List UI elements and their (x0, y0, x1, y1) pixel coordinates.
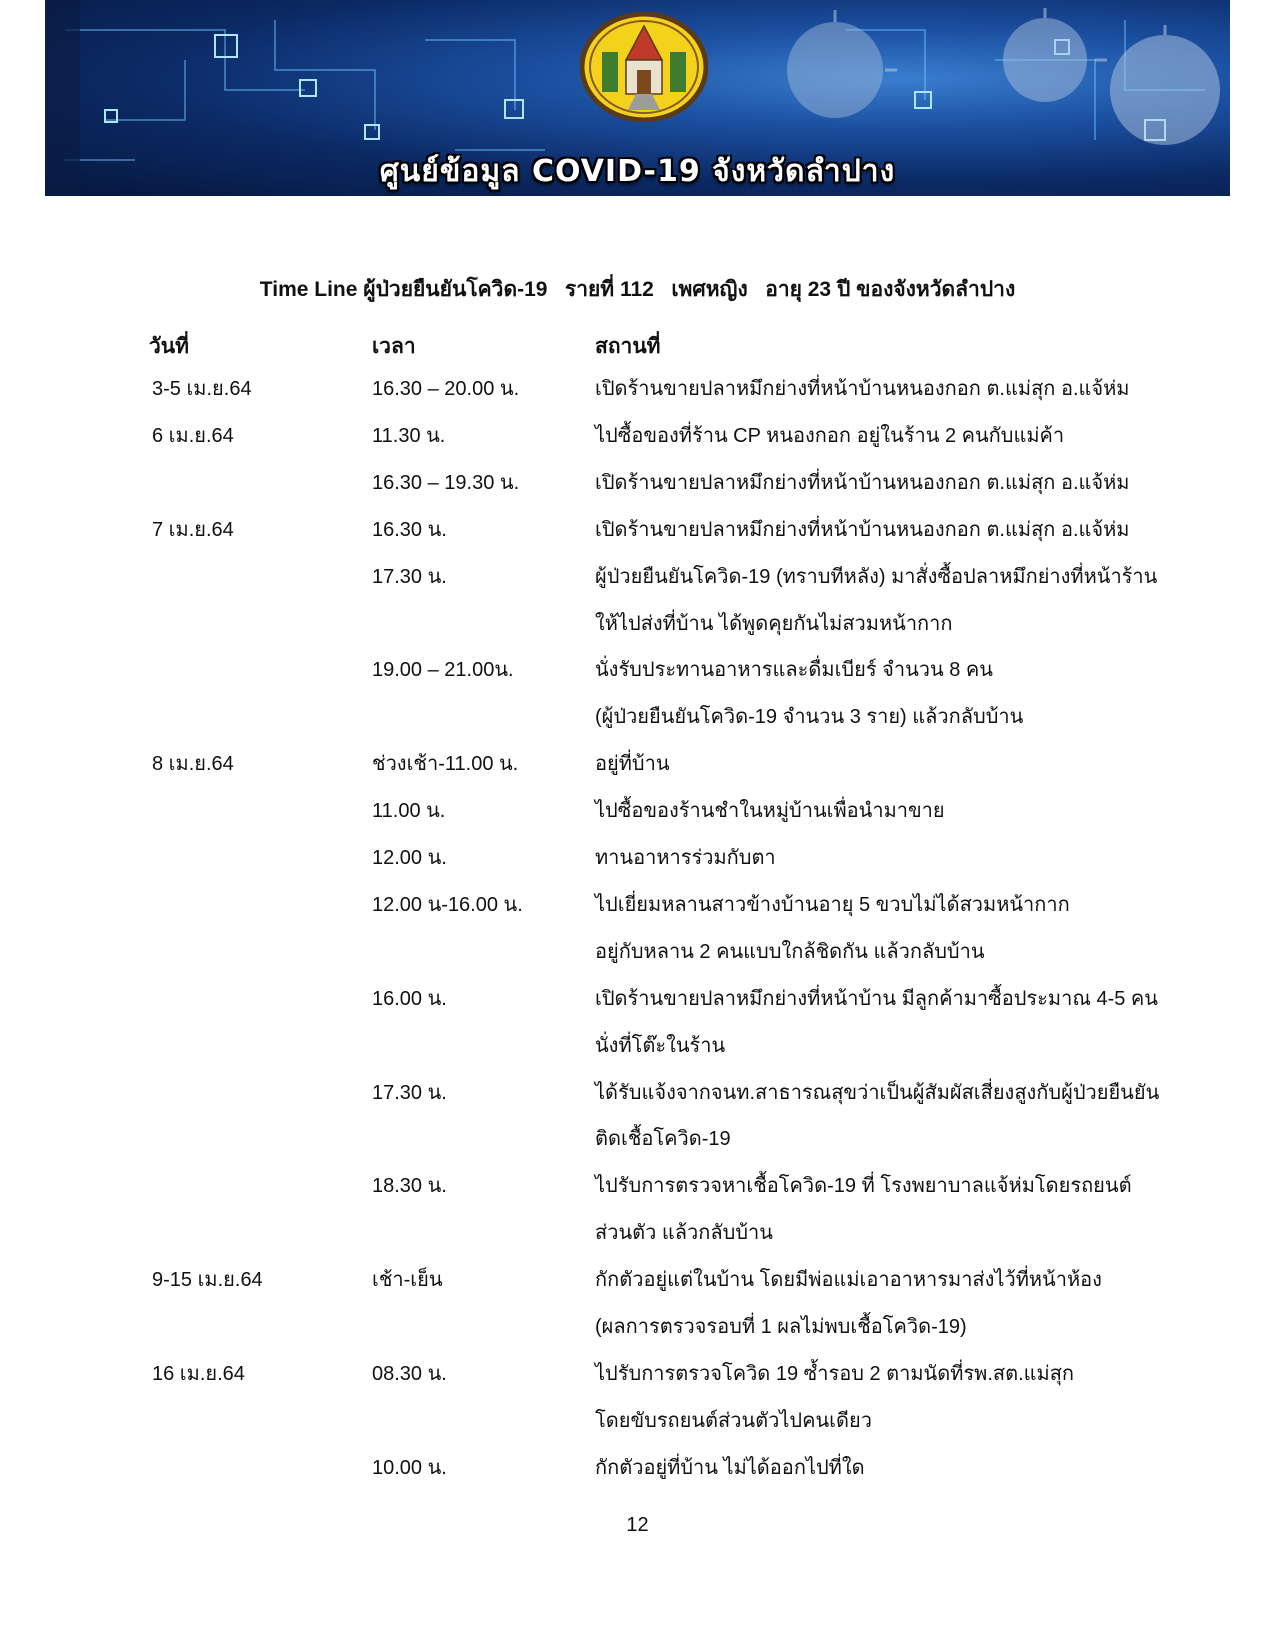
row-date: 9-15 เม.ย.64 (152, 1269, 263, 1292)
row-place: เปิดร้านขายปลาหมึกย่างที่หน้าบ้าน มีลูกค้ามาซื้อประมาณ 4-5 คน (595, 987, 1158, 1010)
row-time: 12.00 น-16.00 น. (372, 893, 523, 916)
column-header-place: สถานที่ (595, 335, 661, 358)
row-time: 19.00 – 21.00น. (372, 659, 514, 682)
row-place: เปิดร้านขายปลาหมึกย่างที่หน้าบ้านหนองกอก ต.แม่สุก อ.แจ้ห่ม (595, 471, 1130, 494)
row-place: ได้รับแจ้งจากจนท.สาธารณสุขว่าเป็นผู้สัมผัสเสี่ยงสูงกับผู้ป่วยยืนยัน (595, 1081, 1160, 1104)
row-time: 16.30 – 20.00 น. (372, 378, 520, 400)
row-place: ทานอาหารร่วมกับตา (595, 847, 776, 869)
row-place: กักตัวอยู่ที่บ้าน ไม่ได้ออกไปที่ใด (595, 1456, 865, 1479)
row-place: ไปเยี่ยมหลานสาวข้างบ้านอายุ 5 ขวบไม่ได้สวมหน้ากาก (595, 893, 1070, 916)
table-row (0, 1300, 1275, 1347)
table-row (0, 597, 1275, 644)
row-place: เปิดร้านขายปลาหมึกย่างที่หน้าบ้านหนองกอก ต.แม่สุก อ.แจ้ห่ม (595, 518, 1130, 541)
table-row (0, 643, 1275, 690)
table-row (0, 1112, 1275, 1159)
page-number: 12 (626, 1514, 649, 1536)
table-row (0, 1253, 1275, 1300)
table-row (0, 1159, 1275, 1206)
row-date: 3-5 เม.ย.64 (152, 378, 252, 400)
page-title: Time Line ผู้ป่วยยืนยันโควิด-19 รายที่ 112 เพศหญิง อายุ 23 ปี ของจังหวัดลำปาง (259, 278, 1016, 301)
row-time: 11.00 น. (372, 800, 446, 823)
row-place: อยู่กับหลาน 2 คนแบบใกล้ชิดกัน แล้วกลับบ้าน (595, 940, 985, 963)
table-row (0, 737, 1275, 784)
row-time: 08.30 น. (372, 1362, 447, 1385)
column-header-date: วันที่ (149, 335, 189, 358)
table-row (0, 409, 1275, 456)
row-time: ช่วงเช้า-11.00 น. (372, 753, 519, 776)
table-row (0, 362, 1275, 409)
row-time: 16.30 น. (372, 518, 447, 541)
table-row (0, 503, 1275, 550)
row-place: ส่วนตัว แล้วกลับบ้าน (595, 1222, 773, 1245)
table-row (0, 1066, 1275, 1113)
banner-title: ศูนย์ข้อมูล COVID-19 จังหวัดลำปาง (379, 154, 896, 189)
row-time: 17.30 น. (372, 565, 447, 588)
table-row (0, 690, 1275, 737)
row-time: เช้า-เย็น (372, 1269, 443, 1292)
row-place: นั่งรับประทานอาหารและดื่มเบียร์ จำนวน 8 คน (595, 659, 993, 682)
row-place: (ผู้ป่วยยืนยันโควิด-19 จำนวน 3 ราย) แล้วกลับบ้าน (595, 706, 1024, 729)
table-row (0, 1347, 1275, 1394)
row-time: 12.00 น. (372, 847, 447, 869)
row-time: 17.30 น. (372, 1081, 447, 1104)
row-time: 18.30 น. (372, 1175, 447, 1198)
row-place: ไปรับการตรวจโควิด 19 ซ้ำรอบ 2 ตามนัดที่รพ.สต.แม่สุก (595, 1362, 1075, 1385)
table-row (0, 784, 1275, 831)
row-place: ไปซื้อของที่ร้าน CP หนองกอก อยู่ในร้าน 2 คนกับแม่ค้า (595, 424, 1065, 447)
row-place: เปิดร้านขายปลาหมึกย่างที่หน้าบ้านหนองกอก ต.แม่สุก อ.แจ้ห่ม (595, 378, 1130, 400)
table-row (0, 456, 1275, 503)
row-time: 16.30 – 19.30 น. (372, 471, 520, 494)
table-row (0, 1206, 1275, 1253)
row-place: โดยขับรถยนต์ส่วนตัวไปคนเดียว (595, 1409, 872, 1432)
table-row (0, 878, 1275, 925)
row-date: 8 เม.ย.64 (152, 753, 234, 776)
row-place: นั่งที่โต๊ะในร้าน (595, 1034, 726, 1057)
row-place: (ผลการตรวจรอบที่ 1 ผลไม่พบเชื้อโควิด-19) (595, 1316, 967, 1338)
table-row (0, 972, 1275, 1019)
row-time: 16.00 น. (372, 987, 447, 1010)
row-date: 16 เม.ย.64 (152, 1362, 245, 1385)
table-row (0, 550, 1275, 597)
row-date: 7 เม.ย.64 (152, 518, 234, 541)
table-row (0, 1441, 1275, 1488)
table-row (0, 1019, 1275, 1066)
row-place: ติดเชื้อโควิด-19 (595, 1128, 731, 1151)
header-banner (45, 0, 1230, 196)
table-row (0, 831, 1275, 878)
row-place: ให้ไปส่งที่บ้าน ได้พูดคุยกันไม่สวมหน้ากาก (595, 612, 953, 635)
row-time: 10.00 น. (372, 1456, 447, 1479)
row-place: ไปรับการตรวจหาเชื้อโควิด-19 ที่ โรงพยาบาลแจ้ห่มโดยรถยนต์ (595, 1175, 1132, 1198)
row-time: 11.30 น. (372, 424, 446, 447)
row-place: ผู้ป่วยยืนยันโควิด-19 (ทราบทีหลัง) มาสั่งซื้อปลาหมึกย่างที่หน้าร้าน (595, 565, 1158, 588)
row-place: กักตัวอยู่แต่ในบ้าน โดยมีพ่อแม่เอาอาหารมาส่งไว้ที่หน้าห้อง (595, 1269, 1102, 1292)
row-place: อยู่ที่บ้าน (595, 753, 670, 776)
table-row (0, 925, 1275, 972)
column-header-time: เวลา (372, 335, 416, 358)
row-place: ไปซื้อของร้านชำในหมู่บ้านเพื่อนำมาขาย (595, 800, 945, 823)
row-date: 6 เม.ย.64 (152, 424, 234, 447)
table-row (0, 1394, 1275, 1441)
lampang-seal-icon (580, 12, 708, 122)
